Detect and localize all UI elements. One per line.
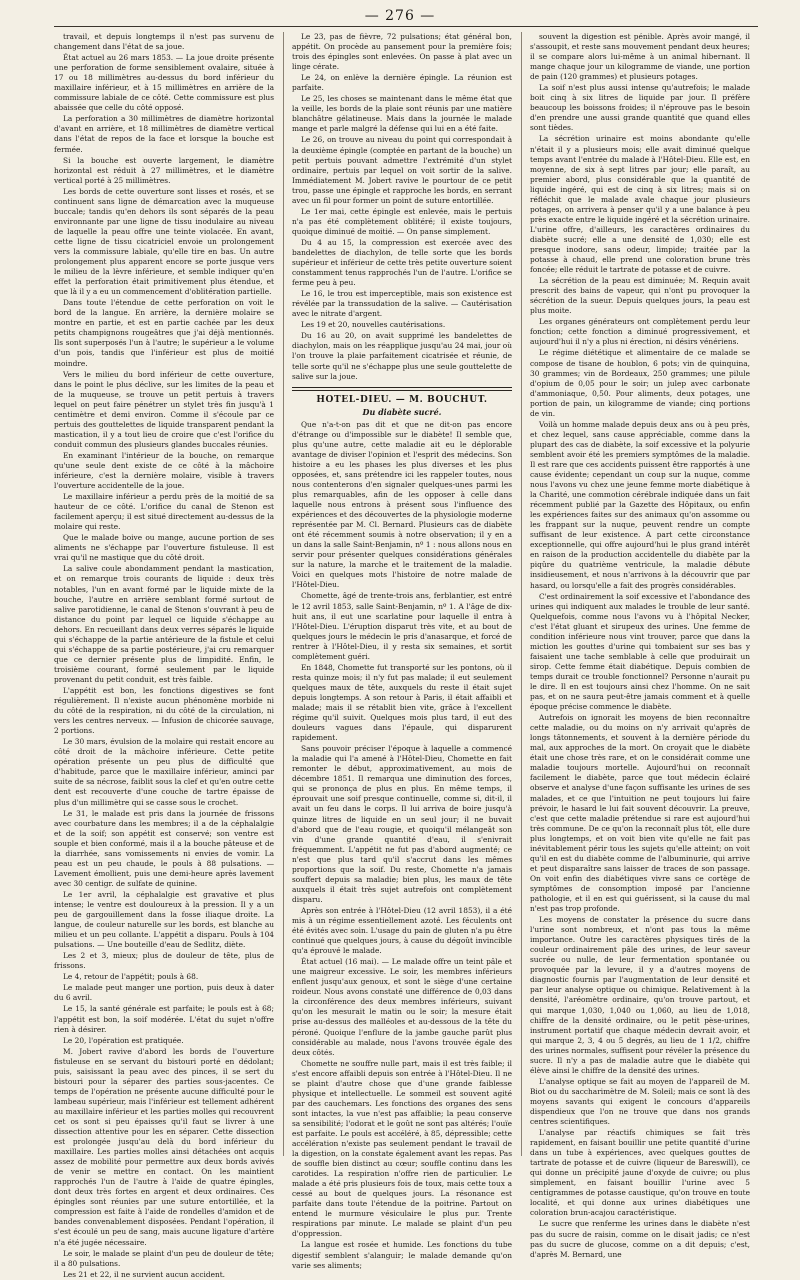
section-divider — [292, 387, 512, 391]
paragraph: souvent la digestion est pénible. Après avoir mangé, il s'assoupit, et reste sans mouvement pendant deux heures; il se compare alors lui-même à un animal hibernant. Il mange chaque jour un kilogramme de viande, une portion de pain (120 grammes) et plusieurs potages. — [530, 32, 750, 82]
paragraph: Le 31, le malade est pris dans la journée de frissons avec courbature dans les membres; il a de la céphalalgie et de la soif; son appétit est conservé; son ventre est souple et bien conformé, mais il a la bouche pâteuse et de la diarrhée, sans vomissements ni envies de vomir. La peau est un peu chaude, le pouls à 88 pulsations. — Lavement émollient, puis une demi-heure après lavement avec 30 centigr. de sulfate de quinine. — [54, 808, 274, 888]
column-separator — [521, 32, 522, 1156]
paragraph: La sécrétion urinaire est moins abondante qu'elle n'était il y a plusieurs mois; elle avait diminué quelque temps avant l'entrée du malade à l'Hôtel-Dieu. Elle est, en moyenne, de six à sept litres par jour; elle paraît, au premier abord, plus considérable que la quantité de liquide ingéré, qui est de cinq à six litres; mais si on réfléchit que le malade avale chaque jour plusieurs potages, on arrivera à penser qu'il y a une balance à peu près exacte entre le liquide ingéré et la sécrétion urinaire. L'urine offre, d'ailleurs, les caractères ordinaires du diabète sucré; elle a une densité de 1,030; elle est presque inodore, sans odeur, limpide; traitée par la potasse à chaud, elle prend une coloration brune très foncée; elle réduit le tartrate de potasse et de cuivre. — [530, 134, 750, 275]
paragraph: La perforation a 30 millimètres de diamètre horizontal d'avant en arrière, et 18 millimètres de diamètre vertical dans l'état de repos de la face et lorsque la bouche est fermée. — [54, 114, 274, 154]
paragraph: Le 25, les choses se maintenant dans le même état que la veille, les bords de la plaie sont réunis par une matière blanchâtre gélatineuse. Mais dans la journée le malade mange et parle malgré la défense qui lui en a été faite. — [292, 94, 512, 134]
text-column-middle — [292, 32, 512, 1270]
paragraph: Le 1er avril, la céphalalgie est gravative et plus intense; le ventre est douloureux à la pression. Il y a un peu de gargouillement dans la fosse iliaque droite. La langue, de couleur naturelle sur les bords, est blanche au milieu et un peu collante. L'appétit a disparu. Pouls à 104 pulsations. — Une bouteille d'eau de Sedlitz, diète. — [54, 889, 274, 950]
paragraph: L'analyse optique se fait au moyen de l'appareil de M. Biot ou du saccharimètre de M. Soleil; mais ce sont là des moyens savants qui exigent le concours d'appareils dispendieux que l'on ne trouve que dans nos grands centres scientifiques. — [530, 1076, 750, 1127]
paragraph: Les 19 et 20, nouvelles cautérisations. — [301, 320, 446, 330]
paragraph: Après son entrée à l'Hôtel-Dieu (12 avril 1853), il a été mis à un régime essentiellement azoté. Les féculents ont été évités avec soin. L'usage du pain de gluten n'a pu être continué que quelques jours, à cause du dégoût invincible qu'a éprouvé le malade. — [292, 905, 512, 956]
paragraph: Le 20, l'opération est pratiquée. — [63, 1035, 184, 1045]
paragraph: Les 2 et 3, mieux; plus de douleur de tête, plus de frissons. — [54, 951, 274, 971]
paragraph: Le sucre que renferme les urines dans le diabète n'est pas du sucre de raisin, comme on le disait jadis; ce n'est pas du sucre de glucose, comme on a dit depuis; c'est, d'après M. Bernard, une — [530, 1219, 750, 1259]
paragraph: Dans toute l'étendue de cette perforation on voit le bord de la langue. En arrière, la dernière molaire se montre en partie, et est en partie cachée par les deux petits champignons rougeâtres que j'ai déjà mentionnés. Ils sont superposés l'un à l'autre; le supérieur a le volume d'un pois, tandis que l'inférieur est plus de moitié moindre. — [54, 298, 274, 368]
paragraph: Le 4, retour de l'appétit; pouls à 68. — [63, 972, 199, 982]
page-number: — 276 — — [364, 8, 436, 24]
paragraph: Si la bouche est ouverte largement, le diamètre horizontal est réduit à 27 millimètres, et le diamètre vertical porté à 25 millimètres. — [54, 155, 274, 185]
paragraph: C'est ordinairement la soif excessive et l'abondance des urines qui indiquent aux malades le trouble de leur santé. Quelquefois, comme nous l'avons vu à l'hôpital Necker, c'est l'état gluant et sirupeux des urines. Une femme de condition inférieure nous vint trouver, parce que dans la miction les gouttes d'urine qui tombaient sur ses bas y faisaient une tache semblable à celle que produirait un sirop. Cette femme était diabétique. Depuis combien de temps durait ce trouble fonctionnel? Personne n'aurait pu le dire. Il en est toujours ainsi chez l'homme. On ne sait pas, et on ne saura peut-être jamais comment et à quelle époque précise commence le diabète. — [530, 591, 750, 712]
paragraph: La soif n'est plus aussi intense qu'autrefois; le malade boit cinq à six litres de liquide par jour. Il préfère beaucoup les boissons froides; il n'éprouve pas le besoin d'en prendre une aussi grande quantité que quand elles sont tièdes. — [530, 83, 750, 133]
paragraph: Que le malade boive ou mange, aucune portion de ses aliments ne s'échappe par l'ouverture fistuleuse. Il est vrai qu'il ne mastique que du côté droit. — [54, 533, 274, 563]
paragraph: En 1848, Chomette fut transporté sur les pontons, où il resta quinze mois; il n'y fut pas malade; il eut seulement quelques maux de tête, auxquels du reste il était sujet depuis longtemps. A son retour à Paris, il était affaibli et malade; mais il se rétablit bien vite, grâce à l'excellent régime qu'il suivit. Quelques mois plus tard, il eut des douleurs vagues dans l'épaule, qui disparurent rapidement. — [292, 662, 512, 743]
text-column-right — [530, 32, 750, 1259]
paragraph: Le 1er mai, cette épingle est enlevée, mais le pertuis n'a pas été complètement oblitéré; il existe toujours, quoique diminué de moitié. — On panse simplement. — [292, 206, 512, 236]
paragraph: Les 21 et 22, il ne survient aucun accident. — [63, 1269, 226, 1279]
paragraph: Les moyens de constater la présence du sucre dans l'urine sont nombreux, et n'ont pas tous la même importance. Outre les caractères physiques tirés de la couleur ordinairement pâle des urines, de leur saveur sucrée ou nulle, de leur fermentation spontanée ou provoquée par la levure, il y a d'autres moyens de diagnostic fournis par l'augmentation de leur densité et par leur analyse optique ou chimique. Relativement à la densité, l'aréomètre ordinaire, qu'on trouve partout, et qui marque 1,030, 1,040 ou 1,060, au lieu de 1,018, chiffre de la densité ordinaire, ou le petit pèse-urines, instrument portatif que chaque médecin devrait avoir, et qui marque 2, 3, 4 ou 5 degrés, au lieu de 1 1/2, chiffre des urines normales, suffisent pour révéler la présence du sucre. Il n'y a pas de maladie autre que le diabète qui élève ainsi le chiffre de la densité des urines. — [530, 915, 750, 1075]
paragraph: Les organes générateurs ont complètement perdu leur fonction; cette fonction a diminué progressivement, et aujourd'hui il n'y a plus ni érection, ni désirs vénériens. — [530, 317, 750, 347]
paragraph: Que n'a-t-on pas dit et que ne dit-on pas encore d'étrange ou d'impossible sur le diabète! Il semble que, plus qu'une autre, cette maladie ait eu le déplorable avantage de diviser l'opinion et l'esprit des médecins. Son histoire a eu les phases les plus diverses et les plus opposées, et, sans prétendre ici les rappeler toutes, nous nous contenterons d'en signaler quelques-unes parmi les plus remarquables, afin de les opposer à celle dans laquelle nous entrons à présent sous l'influence des expériences et des découvertes de la physiologie moderne représentée par M. Cl. Bernard. Plusieurs cas de diabète ont été récemment soumis à notre observation; il y en a un dans la salle Saint-Benjamin, nº 1 : nous allons nous en servir pour présenter quelques considérations générales sur la nature, la marche et le traitement de la maladie. Voici en quelques mots l'histoire de notre malade de l'Hôtel-Dieu. — [292, 419, 512, 590]
paragraph: Le malade peut manger une portion, puis deux à dater du 6 avril. — [54, 983, 274, 1003]
paragraph: Les bords de cette ouverture sont lisses et rosés, et se continuent sans ligne de démarcation avec la muqueuse buccale; tandis qu'en dehors ils sont séparés de la peau environnante par une ligne de tissu inodulaire au niveau de laquelle la peau offre une teinte violacée. En avant, cette ligne de tissu cicatriciel envoie un prolongement vers la commissure labiale, qu'elle tire en bas. Un autre prolongement plus apparent encore se porte jusque vers le milieu de la lèvre inférieure, et semble indiquer qu'en effet la perforation était primitivement plus étendue, et que là il y a eu un commencement d'oblitération partielle. — [54, 186, 274, 297]
paragraph: Le 26, on trouve au niveau du point qui correspondait à la deuxième épingle (comptée en partant de la bouche) un petit pertuis pouvant admettre l'extrémité d'un stylet ordinaire, pertuis par lequel on voit sortir de la salive. Immédiatement M. Jobert ravive le pourtour de ce petit trou, passe une épingle et rapproche les bords, en serrant avec un fil pour former un point de suture entortillée. — [292, 135, 512, 205]
paragraph: État actuel au 26 mars 1853. — La joue droite présente une perforation de forme sensiblement ovalaire, située à 17 ou 18 millimètres au-dessus du bord inférieur du maxillaire inférieur, et à 15 millimètres en arrière de la commissure labiale de ce côté. Cette commissure est plus abaissée que celle du côté opposé. — [54, 53, 274, 113]
header-rule — [54, 26, 758, 27]
paragraph: Voilà un homme malade depuis deux ans ou à peu près, et chez lequel, sans cause appréciable, comme dans la plupart des cas de diabète, la soif excessive et la polyurie semblent avoir été les premiers symptômes de la maladie. Il est rare que ces accidents puissent être rapportés à une cause évidente; cependant un coup sur la nuque, comme nous l'avons vu chez une jeune femme morte diabétique à la Charité, une commotion cérébrale indiquée dans un fait récemment publié par la Gazette des Hôpitaux, ou enfin les expériences faites sur des animaux qu'on assomme ou les frappant sur la nuque, peuvent rendre un compte suffisant de leur existence. A part cette circonstance exceptionnelle, qui offre aujourd'hui le plus grand intérêt en raison de la production accidentelle du diabète par la piqûre du quatrième ventricule, la maladie débute insidieusement, et nous n'arrivons à la découvrir que par hasard, ou lorsqu'elle a fait des progrès considérables. — [530, 419, 750, 590]
paragraph: Sans pouvoir préciser l'époque à laquelle a commencé la maladie qui l'a amené à l'Hôtel-Dieu, Chomette en fait remonter le début, approximativement, au mois de décembre 1851. Il remarqua une diminution des forces, qui se prononça de plus en plus. En même temps, il éprouvait une soif presque continuelle, comme si, dit-il, il avait un feu dans le corps. Il lui arriva de boire jusqu'à quinze litres de liquide en un seul jour; il ne buvait d'abord que de l'eau rougie, et quoiqu'il mélangeât son vin d'une grande quantité d'eau, il s'enivrait fréquemment. L'appétit ne fut pas d'abord augmenté; ce n'est que plus tard qu'il s'accrut dans les mêmes proportions que la soif. Du reste, Chomette n'a jamais souffert depuis sa maladie; bien plus, les maux de tête auxquels il était très sujet autrefois ont complètement disparu. — [292, 744, 512, 904]
paragraph: Le 30 mars, évulsion de la molaire qui restait encore au côté droit de la mâchoire inférieure. Cette petite opération présente un peu plus de difficulté que d'habitude, parce que le maxillaire inférieur, aminci par suite de sa nécrose, faiblit sous la clef et qu'en outre cette dent est recouverte d'une couche de tartre épaisse de plus d'un millimètre qui se casse sous le crochet. — [54, 737, 274, 807]
paragraph: La sécrétion de la peau est diminuée; M. Requin avait prescrit des bains de vapeur, qui n'ont pu provoquer la sécrétion de la sueur. Depuis quelques jours, la peau est plus moite. — [530, 276, 750, 316]
column-separator — [283, 32, 284, 1156]
paragraph: Le soir, le malade se plaint d'un peu de douleur de tête; il a 80 pulsations. — [54, 1248, 274, 1268]
paragraph: Du 16 au 20, on avait supprimé les bandelettes de diachylon, mais on les réapplique jusqu'au 24 mai, jour où l'on trouve la plaie parfaitement cicatrisée et réunie, de telle sorte qu'il ne s'échappe plus une seule gouttelette de salive sur la joue. — [292, 331, 512, 381]
paragraph: Chomette, âgé de trente-trois ans, ferblantier, est entré le 12 avril 1853, salle Saint-Benjamin, nº 1. A l'âge de dix-huit ans, il eut une scarlatine pour laquelle il entra à l'Hôtel-Dieu. L'éruption disparut très vite, et au bout de quelques jours le médecin le pris d'anasarque, et forcé de rentrer à l'Hôtel-Dieu, il y resta six semaines, et sortit complètement guéri. — [292, 591, 512, 661]
paragraph: Vers le milieu du bord inférieur de cette ouverture, dans le point le plus déclive, sur les limites de la peau et de la muqueuse, se trouve un petit pertuis à travers lequel on peut faire pénétrer un stylet très fin jusqu'à 1 centimètre et demi environ. Comme il s'écoule par ce pertuis des gouttelettes de liquide transparent pendant la mastication, il y a tout lieu de croire que c'est l'orifice du conduit commun des plusieurs glandes buccales réunies. — [54, 369, 274, 449]
paragraph: Le maxillaire inférieur a perdu près de la moitié de sa hauteur de ce côté. L'orifice du canal de Stenon est facilement aperçu; il est situé directement au-dessus de la molaire qui reste. — [54, 492, 274, 532]
paragraph: État actuel (16 mai). — Le malade offre un teint pâle et une maigreur excessive. Le soir, les membres inférieurs enflent jusqu'aux genoux, et sont le siège d'une certaine roideur. Nous avons constaté une différence de 0,03 dans la circonférence des deux membres inférieurs, suivant qu'on les mesurait le matin ou le soir; la mesure était prise au-dessus des malléoles et au-dessous de la tête du péroné. Quoique l'enflure de la jambe gauche parût plus considérable au malade, nous l'avons trouvée égale des deux côtés. — [292, 957, 512, 1057]
paragraph: En examinant l'intérieur de la bouche, on remarque qu'une seule dent existe de ce côté à la mâchoire inférieure, c'est la dernière molaire, visible à travers l'ouverture accidentelle de la joue. — [54, 450, 274, 491]
section-subtitle: Du diabète sucré. — [362, 406, 442, 417]
paragraph: L'appétit est bon, les fonctions digestives se font régulièrement. Il n'existe aucun phénomène morbide ni du côté de la respiration, ni du côté de la circulation, ni vers les centres nerveux. — Infusion de chicorée sauvage, 2 portions. — [54, 686, 274, 736]
paragraph: Le 16, le trou est imperceptible, mais son existence est révélée par la transsudation de la salive. — Cautérisation avec le nitrate d'argent. — [292, 289, 512, 319]
paragraph: Du 4 au 15, la compression est exercée avec des bandelettes de diachylon, de telle sorte que les bords supérieur et inférieur de cette très petite ouverture soient constamment tenus rapprochés l'un de l'autre. L'orifice se ferme peu à peu. — [292, 237, 512, 288]
section-title: HOTEL-DIEU. — M. BOUCHUT. — [316, 394, 488, 405]
paragraph: L'analyse par réactifs chimiques se fait très rapidement, en faisant bouillir une petite quantité d'urine dans un tube à expériences, avec quelques gouttes de tartrate de potasse et de cuivre (liqueur de Bareswill), ce qui donne un précipité jaune d'oxyde de cuivre; ou plus simplement, en faisant bouillir l'urine avec 5 centigrammes de potasse caustique, qu'on trouve en toute localité, et qui donne aux urines diabétiques une coloration brun-acajou caractéristique. — [530, 1128, 750, 1218]
paragraph: M. Jobert ravive d'abord les bords de l'ouverture fistuleuse en se servant du bistouri porté en dédolant; puis, saisissant la peau avec des pinces, il se sert du bistouri pour la séparer des parties sous-jacentes. Ce temps de l'opération ne présente aucune difficulté pour le lambeau supérieur, mais l'inférieur est tellement adhérent au maxillaire inférieur et les parties molles qui recouvrent cet os sont si peu épaisses qu'il faut se livrer à une dissection attentive pour les en séparer. Cette dissection est prolongée jusqu'au delà du bord inférieur du maxillaire. Les parties molles ainsi détachées ont acquis assez de mobilité pour permettre aux deux bords avivés de venir se mettre en contact. On les maintient rapprochés l'un de l'autre à l'aide de quatre épingles, dont deux très fortes en argent et deux ordinaires. Ces épingles sont réunies par une suture entortillée, et la compression est faite à l'aide de rondelles d'amidon et de bandes convenablement disposées. Pendant l'opération, il s'est écoulé un peu de sang, mais aucune ligature d'artère n'a été jugée nécessaire. — [54, 1046, 274, 1247]
paragraph: travail, et depuis longtemps il n'est pas survenu de changement dans l'état de sa joue. — [54, 32, 274, 52]
paragraph: Le 24, on enlève la dernière épingle. La réunion est parfaite. — [292, 73, 512, 93]
paragraph: La salive coule abondamment pendant la mastication, et on remarque trois courants de liquide : deux très notables, l'un en avant formé par le liquide mixte de la bouche, l'autre en arrière semblant formé surtout de salive parotidienne, le canal de Stenon s'ouvrant à peu de distance du point par lequel ce liquide s'échappe au dehors. En recueillant dans deux verres séparés le liquide qui s'échappe de la partie antérieure de la fistule et celui qui s'échappe de sa partie postérieure, j'ai cru remarquer que ce dernier présente plus de limpidité. Enfin, le troisième courant, formé seulement par le liquide provenant du petit conduit, est très faible. — [54, 564, 274, 684]
paragraph: La langue est rosée et humide. Les fonctions du tube digestif semblent s'alanguir; le malade demande qu'on varie ses aliments; — [292, 1240, 512, 1270]
paragraph: Le 15, la santé générale est parfaite; le pouls est à 68; l'appétit est bon, la soif modérée. L'état du sujet n'offre rien à désirer. — [54, 1004, 274, 1034]
paragraph: Autrefois on ignorait les moyens de bien reconnaître cette maladie, ou du moins on n'y arrivait qu'après de longs tâtonnements, et souvent à la dernière période du mal, aux approches de la mort. On croyait que le diabète était une chose très rare, et on le considérait comme une maladie toujours mortelle. Aujourd'hui on reconnaît facilement le diabète, parce que tout médecin éclairé observe et analyse d'une façon suffisante les urines de ses malades, et ce que l'intuition ne peut toujours lui faire prévoir, le hasard le lui fait souvent découvrir. La preuve, c'est que cette maladie prétendue si rare est aujourd'hui très commune. De ce qu'on la reconnaît plus tôt, elle dure plus longtemps, et on voit bien vite qu'elle ne fait pas inévitablement périr tous les sujets qu'elle atteint; on voit qu'il en est du diabète comme de l'albuminurie, qui arrive et peut disparaître sans laisser de traces de son passage. On voit enfin des diabétiques vivre sans ce cortège de symptômes de consomption imposé par l'ancienne pathologie, et il en est qui guérissent, si la cause du mal n'est pas trop profonde. — [530, 713, 750, 914]
text-column-left — [54, 32, 274, 1279]
paragraph: Chomette ne souffre nulle part, mais il est très faible; il s'est encore affaibli depuis son entrée à l'Hôtel-Dieu. Il ne se plaint d'autre chose que d'une grande faiblesse physique et intellectuelle. Le sommeil est souvent agité par des cauchemars. Les fonctions des organes des sens sont intactes, la vue n'est pas affaiblie; la peau conserve sa sensibilité; l'odorat et le goût ne sont pas altérés; l'ouïe est parfaite. Le pouls est accéléré, à 85, dépressible; cette accélération n'existe pas seulement pendant le travail de la digestion, on la constate également avant les repas. Pas de souffle bien distinct au cœur; souffle continu dans les carotides. La respiration n'offre rien de particulier. Le malade a été pris plusieurs fois de toux, mais cette toux a cessé au bout de quelques jours. La résonance est parfaite dans toute l'étendue de la poitrine. Partout on entend le murmure vésiculaire le plus pur. Trente respirations par minute. Le malade se plaint d'un peu d'oppression. — [292, 1058, 512, 1239]
paragraph: Le 23, pas de fièvre, 72 pulsations; état général bon, appétit. On procède au pansement pour la première fois; trois des épingles sont enlevées. On passe à plat avec un linge cérate. — [292, 32, 512, 72]
paragraph: Le régime diététique et alimentaire de ce malade se compose de tisane de houblon, 6 pots; vin de quinquina, 30 grammes; vin de Bordeaux, 250 grammes; une pilule d'opium de 0,05 pour le soir; un julep avec carbonate d'ammoniaque, 0,50. Pour aliments, deux potages, une portion de pain, un kilogramme de viande; cinq portions de vin. — [530, 348, 750, 418]
